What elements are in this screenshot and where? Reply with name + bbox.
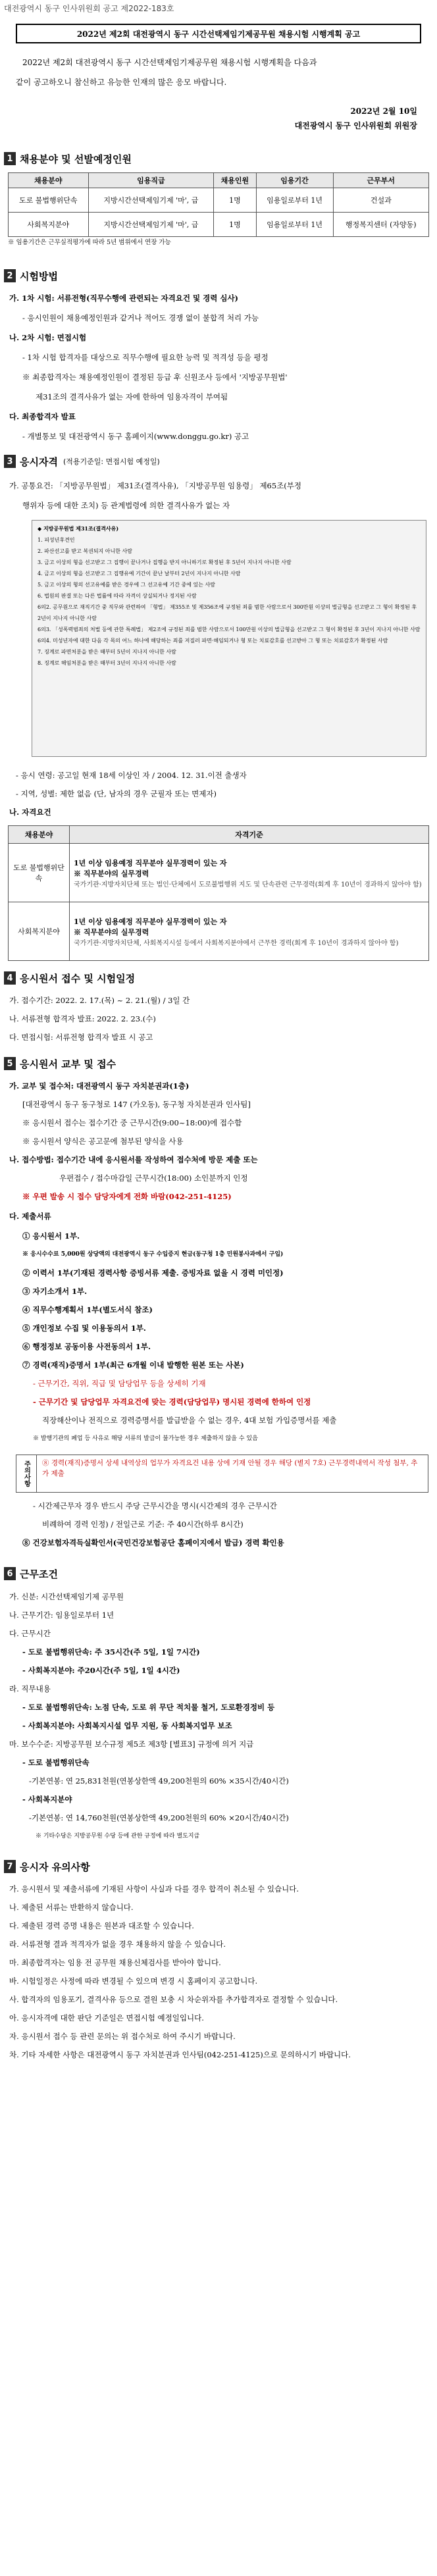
- text-line: ⑥ 행정정보 공동이용 사전동의서 1부.: [22, 1342, 151, 1351]
- table-cell: 지방시간선택제임기제 '마', 급: [88, 213, 214, 237]
- text-line: ⑤ 개인정보 수집 및 이용동의서 1부.: [22, 1324, 146, 1333]
- section-heading: [4, 971, 135, 985]
- table-cell: [70, 844, 429, 902]
- criteria-line: ※ 직무분야의 실무경력: [74, 927, 149, 937]
- text-line: [대전광역시 동구 동구청로 147 (가오동), 동구청 자치분권과 인사팀]: [22, 1100, 251, 1109]
- notice-date: 2022년 2월 10일: [350, 107, 417, 116]
- criteria-line: 1년 이상 임용예정 직무분야 실무경력이 있는 자: [74, 858, 227, 867]
- intro-paragraph: [16, 53, 419, 92]
- box-line: 1. 피성년후견인: [38, 537, 75, 543]
- box-line: ◆ 지방공무원법 제31조(결격사유): [38, 525, 119, 532]
- text-line: 가. 응시원서 및 제출서류에 기재된 사항이 사실과 다를 경우 합격이 취소될 수 있습니다.: [9, 1884, 299, 1893]
- text-line: - 개별통보 및 대전광역시 동구 홈페이지(www.donggu.go.kr) 공고: [22, 432, 249, 441]
- criteria-line: ※ 직무분야의 실무경력: [74, 869, 149, 878]
- text-line: 나. 근무기간: 임용일로부터 1년: [9, 1610, 115, 1620]
- section-number: 2: [4, 269, 16, 282]
- table-cell: 임용일로부터 1년: [256, 213, 333, 237]
- section-heading: [4, 269, 58, 283]
- text-line: 마. 보수수준: 지방공무원 보수규정 제5조 제3항 [별표3] 규정에 의거 지급: [9, 1739, 254, 1749]
- section-title: 응시원서 교부 및 접수: [20, 1058, 116, 1070]
- section-title: 채용분야 및 선발예정인원: [20, 153, 132, 165]
- text-line: 가. 1차 시험: 서류전형(직무수행에 관련되는 자격요건 및 경력 심사): [9, 294, 238, 303]
- section-number: 7: [4, 1860, 16, 1873]
- section-number: 4: [4, 971, 16, 985]
- text-line: 다. 근무시간: [9, 1629, 51, 1638]
- text-line: 바. 시험일정은 사정에 따라 변경될 수 있으며 변경 시 홈페이지 공고합니다.: [9, 1976, 258, 1986]
- table-header: 자격기준: [70, 826, 429, 844]
- table-cell: 건설과: [333, 188, 428, 213]
- table-row: [9, 188, 429, 213]
- text-line: - 응시 연령: 공고일 현재 18세 이상인 자 / 2004. 12. 31.이전 출생자: [16, 771, 247, 780]
- text-line: 다. 제출된 경력 증명 내용은 원본과 대조할 수 있습니다.: [9, 1921, 194, 1930]
- section-subtitle: (적용기준일: 면접시험 예정일): [63, 457, 160, 466]
- text-line: 마. 최종합격자는 임용 전 공무원 채용신체검사를 받아야 합니다.: [9, 1958, 221, 1967]
- text-line: 라. 서류전형 결과 적격자가 없을 경우 채용하지 않을 수 있습니다.: [9, 1940, 226, 1949]
- text-line: ※ 최종합격자는 채용예정인원이 결정된 등급 후 신원조사 등에서 '지방공무원법': [22, 373, 288, 382]
- text-line: - 시간제근무자 경우 반드시 주당 근무시간을 명시(시간제의 경우 근무시간: [33, 1501, 277, 1510]
- intro-line: 같이 공고하오니 참신하고 유능한 인재의 많은 응모 바랍니다.: [16, 78, 227, 87]
- caution-text: ⑧ 경력(재직)증명서 상세 내역상의 업무가 자격요건 내용 상에 기재 안될 경우 해당 (별지 7호) 근무경력내역서 작성 첨부, 추가 제출: [42, 1459, 418, 1478]
- text-line: ② 이력서 1부(기재된 경력사항 증빙서류 제출. 증빙자료 없을 시 경력 미인정): [22, 1268, 284, 1277]
- text-line: ※ 응시수수료 5,000원 상당액의 대전광역시 동구 수입증지 현금(동구청 1층 민원봉사과에서 구입): [22, 1251, 284, 1258]
- text-line: ③ 자기소개서 1부.: [22, 1287, 88, 1296]
- box-line: 6의3. 「성폭력범죄의 처벌 등에 관한 특례법」 제2조에 규정된 죄를 범한 사람으로서 100만원 이상의 벌금형을 선고받고 그 형이 확정된 후 3년이 지나지 아니한 사람: [38, 627, 421, 632]
- text-line: 자. 응시원서 접수 등 관련 문의는 위 접수처로 하여 주시기 바랍니다.: [9, 2032, 236, 2041]
- table-cell: 도로 불법행위단속: [9, 188, 89, 213]
- text-line: ※ 응시원서 양식은 공고문에 첨부된 양식을 사용: [22, 1137, 184, 1146]
- table-cell: 사회복지분야: [9, 213, 89, 237]
- caution-label: 주의사항: [16, 1455, 37, 1492]
- text-line: 나. 접수방법: 접수기간 내에 응시원서를 작성하여 접수처에 방문 제출 또는: [9, 1155, 258, 1164]
- table-header: 임용기간: [256, 173, 333, 188]
- text-line: ⑧ 건강보험자격득실확인서(국민건강보험공단 홈페이지에서 발급) 경력 확인용: [22, 1538, 284, 1547]
- section-heading: [4, 151, 132, 166]
- text-line: ※ 발행기관의 폐업 등 사유로 해당 서류의 발급이 불가능한 경우 제출하지 않을 수 있음: [33, 1435, 258, 1442]
- section-number: 3: [4, 455, 16, 468]
- issuer: 대전광역시 동구 인사위원회 위원장: [294, 121, 417, 130]
- text-line: 다. 면접시험: 서류전형 합격자 발표 시 공고: [9, 1033, 153, 1042]
- text-line: ⑦ 경력(재직)증명서 1부(최근 6개월 이내 발행한 원본 또는 사본): [22, 1360, 244, 1370]
- box-line: 6의2. 공무원으로 재직기간 중 직무와 관련하여 「형법」 제355조 및 제356조에 규정된 죄를 범한 사람으로서 300만원 이상의 벌금형을 선고받고 그 형이 확정된 후 2년이 지나지 아니한 사람: [38, 604, 417, 621]
- text-line: ※ 기타수당은 지방공무원 수당 등에 관한 규정에 따라 별도지급: [36, 1833, 200, 1840]
- criteria-line: 1년 이상 임용예정 직무분야 실무경력이 있는 자: [74, 917, 227, 926]
- table-row: [9, 844, 429, 902]
- text-line: - 도로 불법행위단속: 주 35시간(주 5일, 1일 7시간): [22, 1647, 200, 1657]
- text-line: - 도로 불법행위단속: [22, 1758, 90, 1767]
- table-header: 임용직급: [88, 173, 214, 188]
- notice-number: 대전광역시 동구 인사위원회 공고 제2022-183호: [4, 4, 174, 13]
- text-line: ※ 우편 발송 시 접수 담당자에게 전화 바람(042-251-4125): [22, 1192, 232, 1201]
- box-line: 4. 금고 이상의 형을 선고받고 그 집행유예 기간이 끝난 날부터 2년이 지나지 아니한 사람: [38, 571, 241, 577]
- table-cell: 1명: [214, 213, 256, 237]
- table-cell: [70, 902, 429, 961]
- section-title: 응시자 유의사항: [20, 1861, 90, 1873]
- criteria-line: 국가기관·지방자치단체 또는 법인·단체에서 도로불법행위 지도 및 단속관련 근무경력(회계 후 10년이 경과하지 않아야 함): [74, 881, 422, 889]
- text-line: 차. 기타 자세한 사항은 대전광역시 동구 자치분권과 인사팀(042-251-4125)으로 문의하시기 바랍니다.: [9, 2050, 351, 2059]
- section-title: 시험방법: [20, 270, 58, 282]
- text-line: - 지역, 성별: 제한 없음 (단, 남자의 경우 군필자 또는 면제자): [16, 789, 217, 798]
- box-line: 7. 징계로 파면처분을 받은 때부터 5년이 지나지 아니한 사람: [38, 649, 176, 655]
- text-line: 직장해산이나 전직으로 경력증명서를 발급받을 수 없는 경우, 4대 보험 가입증명서를 제출: [42, 1416, 337, 1425]
- text-line: -기본연봉: 연 25,831천원(연봉상한액 49,200천원의 60% ×35시간/40시간): [29, 1776, 289, 1786]
- table-cell: 행정복지센터 (자양동): [333, 213, 428, 237]
- section-heading: [4, 1859, 90, 1874]
- text-line: 가. 접수기간: 2022. 2. 17.(목) ~ 2. 21.(월) / 3일 간: [9, 996, 190, 1005]
- section-heading: [4, 1056, 116, 1071]
- text-line: 행위자 등에 대한 조치) 등 관계법령에 의한 결격사유가 없는 자: [22, 501, 230, 510]
- notice-title: 2022년 제2회 대전광역시 동구 시간선택제임기제공무원 채용시험 시행계획 공고: [16, 24, 421, 43]
- text-line: 비례하여 경력 인정) / 전일근로 기준: 주 40시간(하루 8시간): [42, 1520, 244, 1529]
- text-line: 우편접수 / 접수마감일 근무시간(18:00) 소인분까지 인정: [59, 1173, 248, 1183]
- text-line: 가. 신분: 시간선택제임기제 공무원: [9, 1592, 124, 1601]
- table-row: [9, 902, 429, 961]
- text-line: - 사회복지분야: 사회복지시설 업무 지원, 동 사회복지업무 보조: [22, 1721, 232, 1730]
- caution-box: [16, 1455, 428, 1493]
- text-line: 다. 최종합격자 발표: [9, 412, 76, 421]
- box-line: 6의4. 미성년자에 대한 다음 각 목의 어느 하나에 해당하는 죄를 저질러 파면·해임되거나 형 또는 치료감호를 선고받아 그 형 또는 치료감호가 확정된 사람: [38, 638, 388, 644]
- text-line: - 1차 시험 합격자를 대상으로 직무수행에 필요한 능력 및 적격성 등을 평정: [22, 353, 269, 362]
- section-heading: [4, 1566, 58, 1581]
- box-line: 2. 파산선고를 받고 복권되지 아니한 사람: [38, 548, 132, 554]
- text-line: 나. 제출된 서류는 반환하지 않습니다.: [9, 1903, 134, 1912]
- table-row: [9, 213, 429, 237]
- table-header: 채용분야: [9, 173, 89, 188]
- table-header: 채용인원: [214, 173, 256, 188]
- qualification-table: [8, 825, 429, 961]
- box-line: 6. 법원의 판결 또는 다른 법률에 따라 자격이 상실되거나 정지된 사람: [38, 593, 197, 599]
- text-line: - 도로 불법행위단속: 노점 단속, 도로 위 무단 적치물 철거, 도로환경정비 등: [22, 1703, 275, 1712]
- criteria-line: 국가기관·지방자치단체, 사회복지시설 등에서 사회복지분야에서 근무한 경력(회계 후 10년이 경과하지 않아야 함): [74, 939, 399, 947]
- text-line: 가. 공통요건: 「지방공무원법」 제31조(결격사유), 「지방공무원 임용령」 제65조(부정: [9, 481, 302, 490]
- table-cell: 임용일로부터 1년: [256, 188, 333, 213]
- text-line: 다. 제출서류: [9, 1212, 51, 1221]
- section-title: 응시원서 접수 및 시험일정: [20, 972, 136, 985]
- text-line: 나. 자격요건: [9, 808, 51, 817]
- text-line: 라. 직무내용: [9, 1684, 51, 1693]
- text-line: - 근무기간, 직위, 직급 및 담당업무 등을 상세히 기재: [33, 1379, 206, 1388]
- table-note: ※ 임용기간은 근무실적평가에 따라 5년 범위에서 연장 가능: [8, 239, 171, 246]
- text-line: 가. 교부 및 접수처: 대전광역시 동구 자치분권과(1층): [9, 1081, 190, 1091]
- text-line: 아. 응시자격에 대한 판단 기준일은 면접시험 예정일입니다.: [9, 2013, 204, 2022]
- recruitment-table: [8, 172, 429, 237]
- table-header: 근무부서: [333, 173, 428, 188]
- text-line: ④ 직무수행계획서 1부(별도서식 참조): [22, 1305, 153, 1314]
- text-line: 나. 서류전형 합격자 발표: 2022. 2. 23.(수): [9, 1014, 156, 1023]
- box-line: 3. 금고 이상의 형을 선고받고 그 집행이 끝나거나 집행을 받지 아니하기로 확정된 후 5년이 지나지 아니한 사람: [38, 559, 292, 565]
- box-line: 5. 금고 이상의 형의 선고유예를 받은 경우에 그 선고유예 기간 중에 있는 사람: [38, 582, 215, 588]
- disqualification-box: [32, 520, 426, 757]
- table-cell: 도로 불법행위단속: [9, 844, 70, 902]
- text-line: - 근무기간 및 담당업무 자격요건에 맞는 경력(담당업무) 명시된 경력에 한하여 인정: [33, 1397, 311, 1406]
- text-line: - 응시인원이 채용예정인원과 같거나 적어도 경쟁 없이 불합격 처리 가능: [22, 313, 259, 322]
- text-line: 사. 합격자의 임용포기, 결격사유 등으로 결원 보충 시 차순위자를 추가합격자로 결정할 수 있습니다.: [9, 1995, 338, 2004]
- box-line: 8. 징계로 해임처분을 받은 때부터 3년이 지나지 아니한 사람: [38, 660, 176, 666]
- section-title: 응시자격: [20, 455, 58, 468]
- table-header: 채용분야: [9, 826, 70, 844]
- section-title: 근무조건: [20, 1568, 58, 1580]
- section-number: 6: [4, 1567, 16, 1580]
- text-line: - 사회복지분야: [22, 1795, 72, 1804]
- text-line: -기본연봉: 연 14,760천원(연봉상한액 49,200천원의 60% ×20시간/40시간): [29, 1813, 289, 1822]
- section-number: 5: [4, 1057, 16, 1070]
- section-heading: [4, 454, 160, 469]
- text-line: ① 응시원서 1부.: [22, 1231, 80, 1241]
- table-cell: 지방시간선택제임기제 '마', 급: [88, 188, 214, 213]
- section-number: 1: [4, 152, 16, 165]
- table-cell: 1명: [214, 188, 256, 213]
- text-line: - 사회복지분야: 주20시간(주 5일, 1일 4시간): [22, 1666, 180, 1675]
- text-line: 나. 2차 시험: 면접시험: [9, 333, 87, 342]
- table-cell: 사회복지분야: [9, 902, 70, 961]
- text-line: ※ 응시원서 접수는 접수기간 중 근무시간(9:00~18:00)에 접수함: [22, 1118, 242, 1127]
- text-line: 제31조의 결격사유가 없는 자에 한하여 임용자격이 부여됨: [36, 392, 228, 401]
- intro-line: 2022년 제2회 대전광역시 동구 시간선택제임기제공무원 채용시험 시행계획을 다음과: [22, 58, 317, 67]
